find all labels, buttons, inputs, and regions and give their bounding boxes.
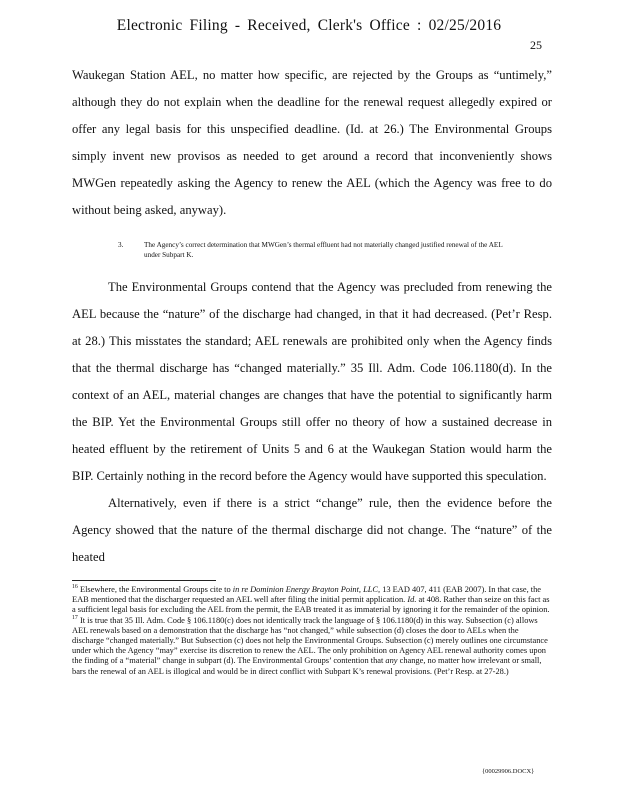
footnote-16 [72,585,550,616]
footnote-text: at 408. Rather than seize on this fact as a sufficient legal basis for excluding the AEL from the permit, the EAB treated it as immaterial by ignoring it for the remainder of the opinion. [72,595,550,615]
footnote-marker: 16 [72,584,78,591]
case-citation: in re Dominion Energy Brayton Point, LLC, [232,585,381,594]
footnote-text: 13 EAD 407, 411 (EAB 2007). In that case, the EAB mentioned that the discharger requested an AEL well after filing the initial permit application. [72,585,541,605]
footnote-17 [72,616,550,677]
id-citation: Id. [407,595,417,605]
footnotes [72,585,550,677]
body-text-section [72,274,552,571]
footnote-marker: 17 [72,614,78,621]
paragraph-continuation: Waukegan Station AEL, no matter how specific, are rejected by the Groups as “untimely,” although they do not explain when the deadline for the renewal request allegedly expired or offer any legal basis for this unspecified deadline. (Id. at 26.) The Environmental Groups simply invent new provisos as needed to get around a record that inconveniently shows MWGen repeatedly asking the Agency to renew the AEL (which the Agency was free to do without being asked, anyway). [72,68,552,217]
section-subheading [118,240,518,260]
emphasis-any: any [385,656,398,666]
footnote-text: It is true that 35 Ill. Adm. Code § 106.1180(c) does not identically track the language of § 106.1180(d) in this way. Subsection (c) allows AEL renewals based on a demonstration that the discharge has “not changed,” while subsection (d) closes the door to AELs when the discharge “changed materially.” But Subsection (c) does not help the Environmental Groups. Subsection (c) merely outlines one circumstance under which the Agency “may” exercise its discretion to renew the AEL. The only prohibition on Agency AEL renewal authority comes upon the finding of a “material” change in subpart (d). The Environmental Groups’ contention that [72,615,548,666]
subheading-text: The Agency’s correct determination that MWGen’s thermal effluent had not materially changed justified renewal of the AEL under Subpart K. [144,241,503,259]
filing-stamp-header: Electronic Filing - Received, Clerk's Office : 02/25/2016 [116,17,502,34]
footnote-text: Elsewhere, the Environmental Groups cite to [79,585,233,594]
document-id: {00029906.DOCX} [482,768,535,775]
paragraph-material-change: The Environmental Groups contend that the Agency was precluded from renewing the AEL because the “nature” of the discharge had changed, in that it had decreased. (Pet’r Resp. at 28.) This misstates the standard; AEL renewals are prohibited only when the Agency finds that the thermal discharge has “changed materially.” 35 Ill. Adm. Code 106.1180(d). In the context of an AEL, material changes are changes that have the potential to significantly harm the BIP. Yet the Environmental Groups still offer no theory of how a sustained decrease in heated effluent by the retirement of Units 5 and 6 at the Waukegan Station would harm the BIP. Certainly nothing in the record before the Agency would have supported this speculation. [72,280,552,483]
body-text-top [72,62,552,224]
subheading-number: 3. [118,241,124,249]
page-number: 25 [530,38,542,52]
footnote-text: change, no matter how irrelevant or small, bars the renewal of an AEL is illogical and would be in direct conflict with Subpart K’s renewal provisions. (Pet’r Resp. at 27-28.) [72,656,542,676]
paragraph-alternatively: Alternatively, even if there is a strict “change” rule, then the evidence before the Agency showed that the nature of the thermal discharge did not change. The “nature” of the heated [72,496,552,564]
footnote-separator [72,580,216,581]
